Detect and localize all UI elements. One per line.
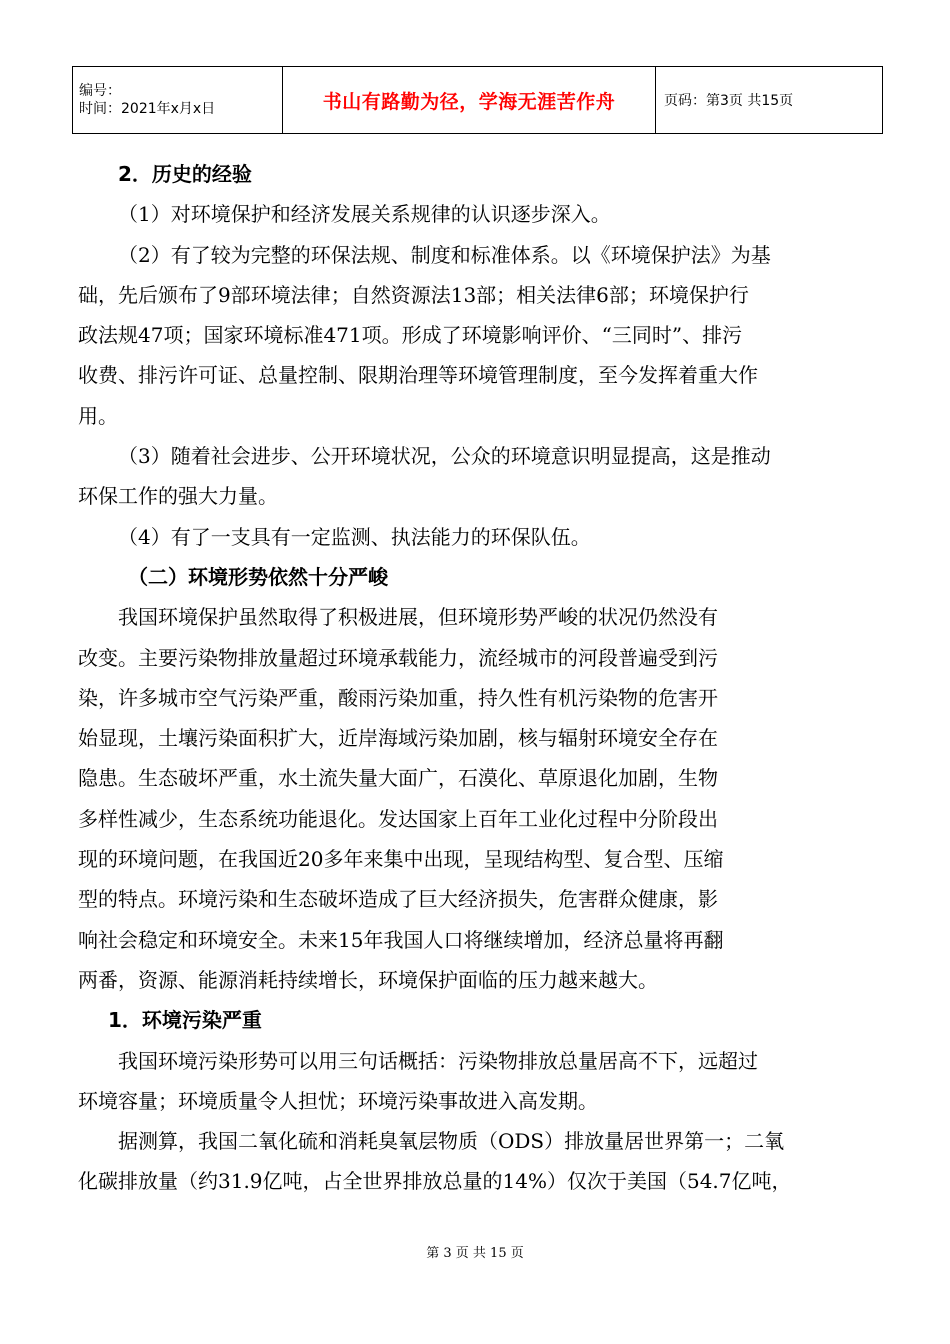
paragraph-5-line: 现的环境问题，在我国近20多年来集中出现，呈现结构型、复合型、压缩 bbox=[78, 847, 724, 872]
document-date-label: 时间：2021年x月x日 bbox=[79, 101, 216, 117]
paragraph-5-line: 隐患。生态破坏严重，水土流失量大面广，石漠化、草原退化加剧，生物 bbox=[78, 766, 718, 791]
paragraph-7-line: 化碳排放量（约31.9亿吨，占全世界排放总量的14%）仅次于美国（54.7亿吨， bbox=[78, 1169, 792, 1194]
paragraph-6 bbox=[78, 1041, 864, 1122]
page-footer: 第 3 页 共 15 页 bbox=[426, 1246, 524, 1261]
paragraph-2-line: 政法规47项；国家环境标准471项。形成了环境影响评价、“三同时”、排污 bbox=[78, 323, 743, 348]
paragraph-5-line: 始显现，土壤污染面积扩大，近岸海域污染加剧，核与辐射环境安全存在 bbox=[78, 726, 718, 751]
section-heading-pollution: 1．环境污染严重 bbox=[108, 1008, 262, 1033]
header-meta-cell bbox=[73, 67, 283, 134]
paragraph-5-line: 改变。主要污染物排放量超过环境承载能力，流经城市的河段普遍受到污 bbox=[78, 645, 718, 670]
paragraph-6-line: 我国环境污染形势可以用三句话概括：污染物排放总量居高不下，远超过 bbox=[118, 1048, 758, 1073]
header-motto: 书山有路勤为径，学海无涯苦作舟 bbox=[283, 67, 656, 134]
paragraph-2-line: （2）有了较为完整的环保法规、制度和标准体系。以《环境保护法》为基 bbox=[118, 242, 771, 267]
paragraph-5 bbox=[78, 597, 864, 1000]
paragraph-5-line: 两番，资源、能源消耗持续增长，环境保护面临的压力越来越大。 bbox=[78, 967, 658, 992]
paragraph-2-line: 用。 bbox=[78, 403, 118, 428]
paragraph-3-line: （3）随着社会进步、公开环境状况，公众的环境意识明显提高，这是推动 bbox=[118, 444, 771, 469]
section-heading-situation: （二）环境形势依然十分严峻 bbox=[128, 564, 388, 589]
section-heading-history: 2．历史的经验 bbox=[118, 162, 252, 186]
paragraph-5-line: 染，许多城市空气污染严重，酸雨污染加重，持久性有机污染物的危害开 bbox=[78, 685, 718, 710]
paragraph-7 bbox=[78, 1121, 864, 1202]
paragraph-5-line: 响社会稳定和环境安全。未来15年我国人口将继续增加，经济总量将再翻 bbox=[78, 927, 724, 952]
paragraph-5-line: 多样性减少，生态系统功能退化。发达国家上百年工业化过程中分阶段出 bbox=[78, 806, 718, 831]
paragraph-5-line: 型的特点。环境污染和生态破坏造成了巨大经济损失，危害群众健康，影 bbox=[78, 887, 718, 912]
paragraph-3 bbox=[78, 436, 864, 517]
header-page-info: 页码：第3页 共15页 bbox=[656, 67, 883, 134]
paragraph-2-line: 收费、排污许可证、总量控制、限期治理等环境管理制度，至今发挥着重大作 bbox=[78, 363, 758, 388]
paragraph-2 bbox=[78, 235, 864, 436]
document-number-label: 编号： bbox=[79, 83, 121, 99]
paragraph-3-line: 环保工作的强大力量。 bbox=[78, 484, 278, 509]
page-header-table bbox=[72, 66, 883, 134]
paragraph-4: （4）有了一支具有一定监测、执法能力的环保队伍。 bbox=[118, 524, 591, 549]
document-body bbox=[78, 154, 864, 1202]
paragraph-7-line: 据测算，我国二氧化硫和消耗臭氧层物质（ODS）排放量居世界第一；二氧 bbox=[118, 1129, 785, 1154]
paragraph-5-line: 我国环境保护虽然取得了积极进展，但环境形势严峻的状况仍然没有 bbox=[118, 605, 718, 630]
paragraph-1: （1）对环境保护和经济发展关系规律的认识逐步深入。 bbox=[118, 202, 611, 227]
paragraph-2-line: 础，先后颁布了9部环境法律；自然资源法13部；相关法律6部；环境保护行 bbox=[78, 282, 749, 307]
paragraph-6-line: 环境容量；环境质量令人担忧；环境污染事故进入高发期。 bbox=[78, 1088, 598, 1113]
